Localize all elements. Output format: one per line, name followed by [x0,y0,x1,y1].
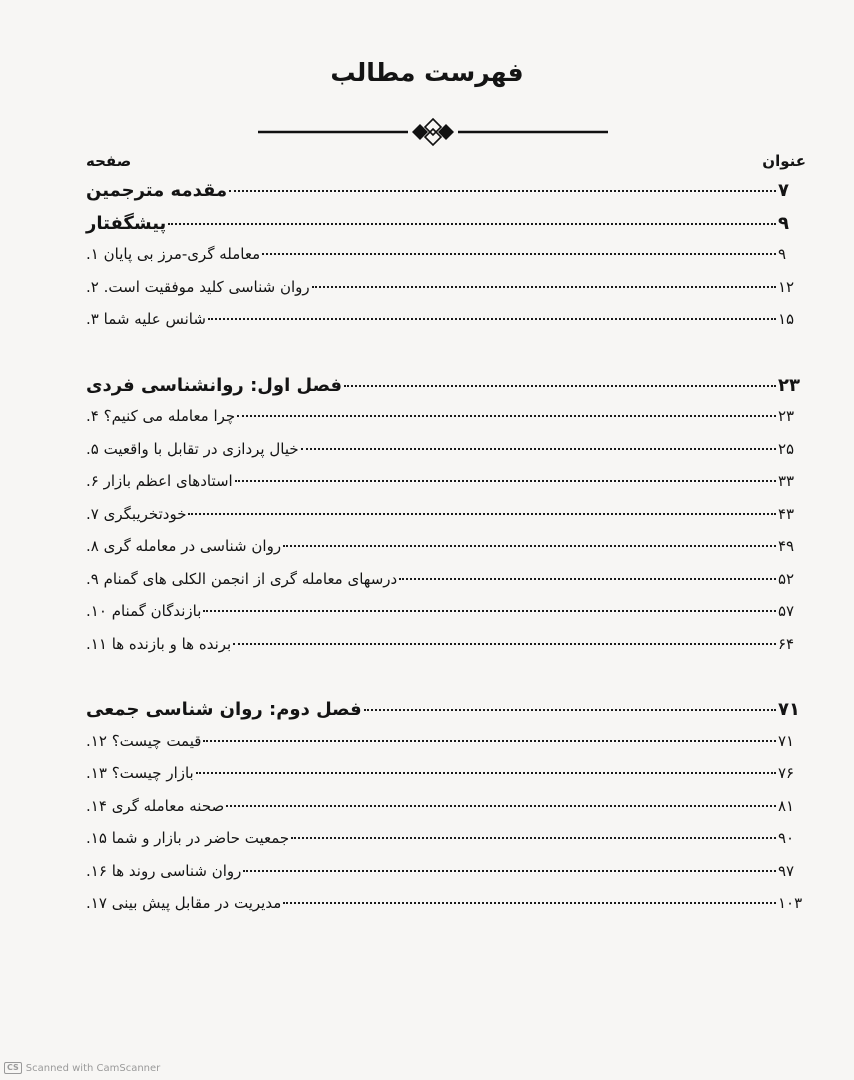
chapter-title: فصل دوم: روان شناسی جمعی [86,699,362,720]
dot-leader [344,385,776,387]
dot-leader [283,545,776,547]
dot-leader [203,740,776,742]
toc-entry[interactable] [86,407,806,440]
entry-number: ۳. [86,310,99,328]
entry-number: ۱۰. [86,602,107,620]
dot-leader [364,709,776,711]
entry-page: ۷۱ [778,731,795,750]
entry-page: ۷ [778,180,789,201]
entry-page: ۱۰۳ [778,894,803,912]
chapter-page: ۲۳ [778,374,800,396]
entry-number: ۱۶. [86,861,107,880]
entry-title: صحنه معامله گری [111,796,225,815]
entry-number: ۹. [86,569,99,588]
watermark-text: Scanned with CamScanner [25,1062,161,1074]
dot-leader [203,610,776,612]
toc-entry[interactable] [86,440,806,473]
dot-leader [243,870,776,872]
dot-leader [283,902,776,904]
entry-page: ۹۷ [778,861,795,880]
toc-entry[interactable] [86,764,806,797]
dot-leader [208,318,776,320]
toc-entry[interactable] [86,894,806,927]
entry-title: استادهای اعظم بازار [103,472,233,490]
column-header-title: عنوان [762,152,806,170]
toc-entry[interactable] [86,310,806,343]
dot-leader [235,480,776,482]
entry-page: ۴۹ [778,537,795,555]
toc-entry[interactable] [86,602,806,635]
section-gap [86,343,806,375]
entry-title: معامله گری-مرز بی پایان [103,245,261,263]
entry-title: شانس علیه شما [103,310,206,328]
entry-title: مدیریت در مقابل پیش بینی [111,894,282,912]
entry-page: ۸۱ [778,796,795,815]
toc-entry-translators-intro[interactable] [86,180,806,213]
entry-page: ۱۵ [778,310,795,328]
entry-title: روان شناسی روند ها [111,861,242,880]
entry-page: ۷۶ [778,764,795,782]
entry-page: ۹۰ [778,829,795,847]
column-header-page: صفحه [86,152,132,170]
toc-entry[interactable] [86,797,806,830]
toc-entry[interactable] [86,829,806,862]
entry-number: ۶. [86,472,99,490]
toc-entry[interactable] [86,862,806,895]
toc-entry[interactable] [86,537,806,570]
entry-title: برنده ها و بازنده ها [111,634,232,653]
toc-entry[interactable] [86,505,806,538]
entry-page: ۵۲ [778,569,795,588]
entry-title: مقدمه مترجمین [86,180,228,201]
entry-number: ۴. [86,407,99,425]
entry-number: ۱۲. [86,731,107,750]
scanner-watermark [4,1062,160,1074]
entry-page: ۱۲ [778,277,795,296]
entry-title: روان شناسی در معامله گری [103,537,282,555]
entry-title: روان شناسی کلید موفقیت است. [103,277,310,296]
toc-entry[interactable] [86,635,806,668]
chapter-page: ۷۱ [778,699,800,720]
camscanner-logo-icon: CS [4,1062,22,1074]
entry-number: ۱۷. [86,894,107,912]
entry-number: ۱۵. [86,829,107,847]
entry-page: ۲۳ [778,407,795,425]
toc-entry[interactable] [86,278,806,311]
entry-number: ۲. [86,277,99,296]
toc-entry[interactable] [86,732,806,765]
entry-title: خودتخریبگری [103,504,187,523]
toc-entry[interactable] [86,472,806,505]
entry-page: ۵۷ [778,602,795,620]
entry-page: ۴۳ [778,504,795,523]
entry-title: پیشگفتار [86,212,167,234]
page-title: فهرست مطالب [330,58,524,87]
dot-leader [237,415,776,417]
entry-page: ۹ [778,245,787,263]
dot-leader [312,286,776,288]
entry-number: ۱۳. [86,764,107,782]
entry-number: ۱. [86,245,99,263]
entry-number: ۱۴. [86,796,107,815]
entry-page: ۹ [778,212,789,234]
entry-page: ۲۵ [778,439,795,458]
chapter-title: فصل اول: روانشناسی فردی [86,374,343,396]
dot-leader [233,643,776,645]
dot-leader [301,448,776,450]
entry-number: ۸. [86,537,99,555]
dot-leader [188,513,776,515]
title-ornament [258,117,608,147]
dot-leader [262,253,776,255]
entry-title: بازندگان گمنام [111,602,202,620]
dot-leader [399,578,776,580]
dot-leader [291,837,776,839]
toc-entry-preface[interactable] [86,213,806,246]
entry-title: جمعیت حاضر در بازار و شما [111,829,290,847]
table-of-contents [86,180,806,927]
dot-leader [229,190,776,192]
entry-page: ۶۴ [778,634,795,653]
entry-title: خیال پردازی در تقابل با واقعیت [103,439,299,458]
entry-title: بازار چیست؟ [111,764,194,782]
entry-title: چرا معامله می کنیم؟ [103,407,236,425]
dot-leader [196,772,776,774]
dot-leader [168,223,776,225]
entry-page: ۳۳ [778,472,795,490]
toc-entry[interactable] [86,570,806,603]
entry-number: ۱۱. [86,634,107,653]
toc-chapter-2[interactable] [86,699,806,732]
entry-number: ۷. [86,504,99,523]
section-gap [86,667,806,699]
entry-number: ۵. [86,439,99,458]
entry-title: قیمت چیست؟ [111,731,202,750]
toc-chapter-1[interactable] [86,375,806,408]
toc-entry[interactable] [86,245,806,278]
entry-title: درسهای معامله گری از انجمن الکلی های گمنام [103,569,398,588]
dot-leader [226,805,776,807]
